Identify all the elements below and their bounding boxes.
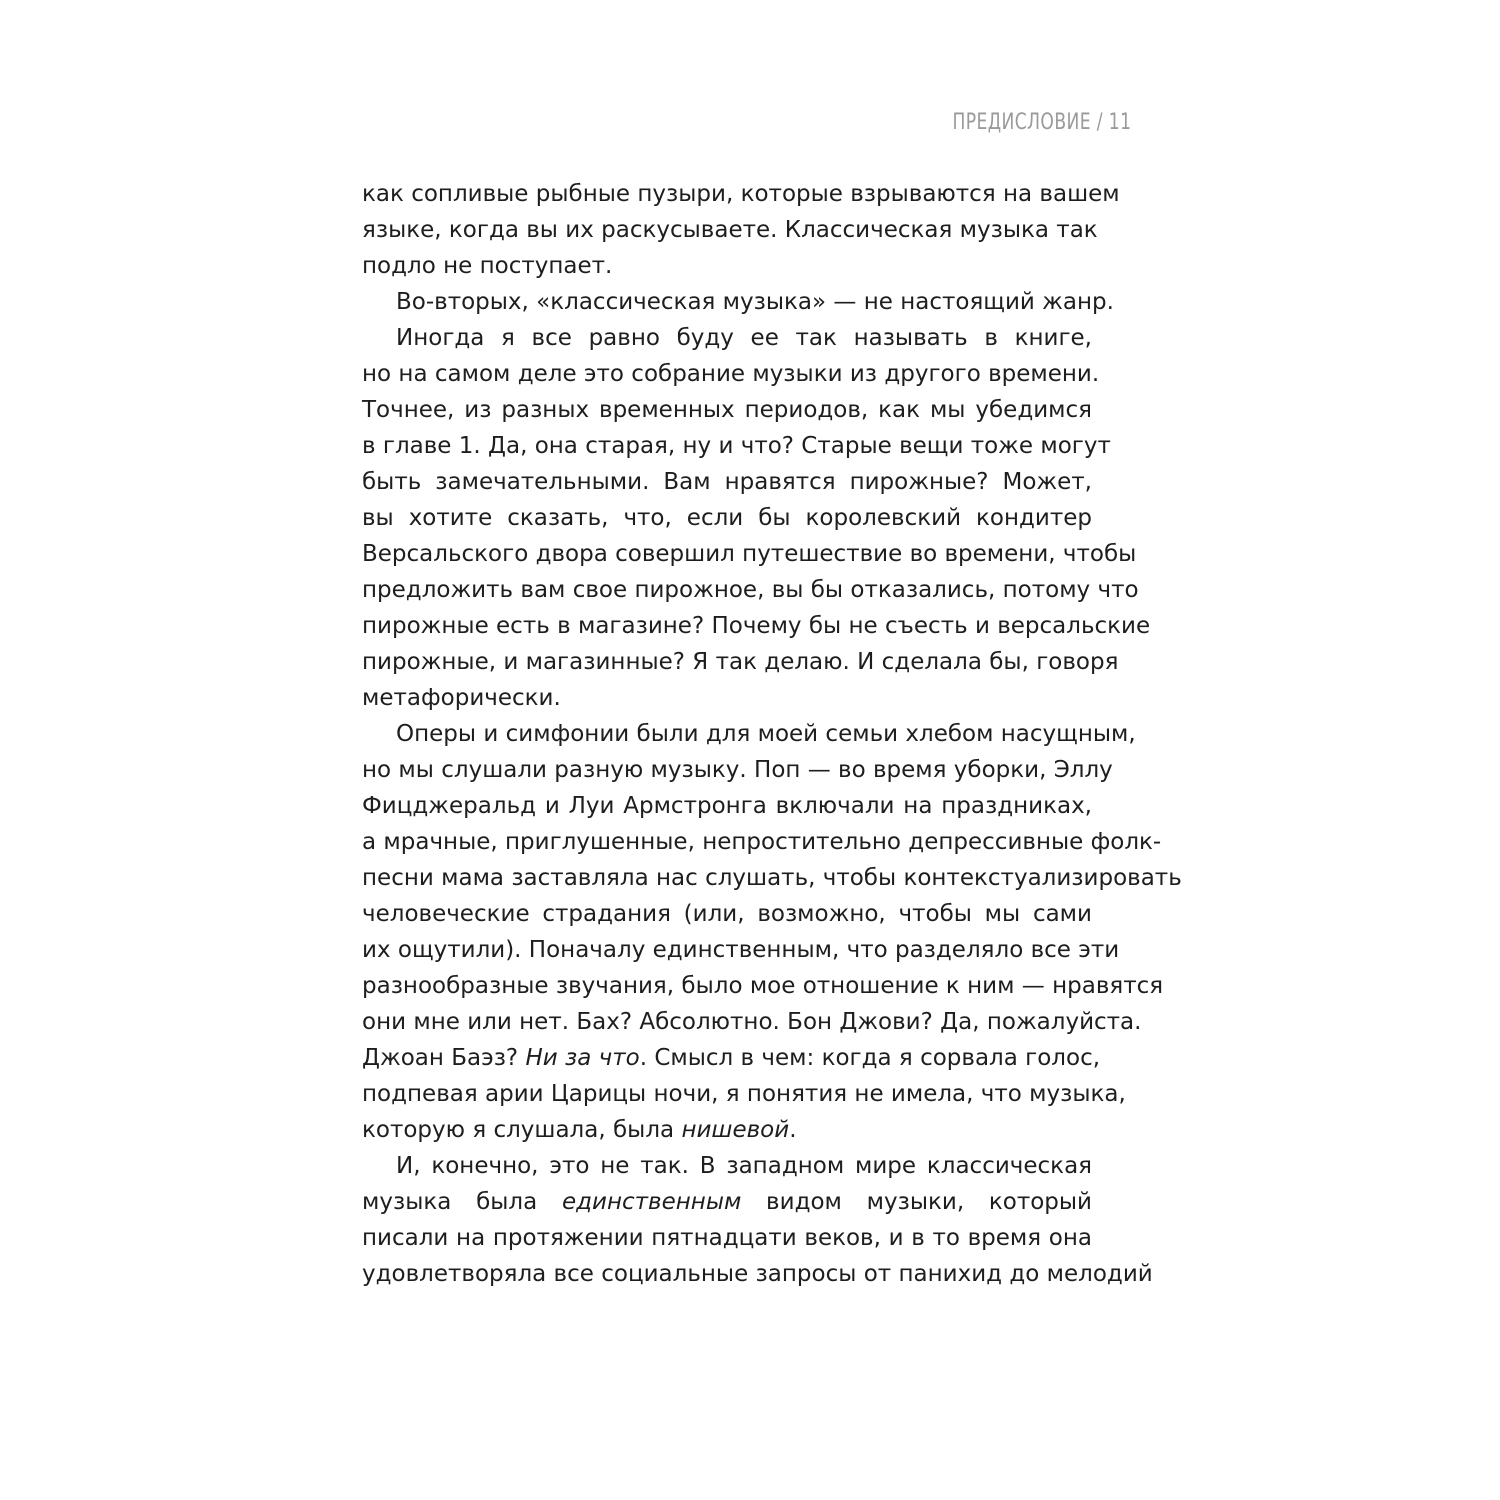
text-run: а мрачные, приглушенные, непростительно депрессивные фолк- — [362, 829, 1162, 855]
emphasized-text: единственным — [561, 1189, 742, 1215]
text-run: как сопливые рыбные пузыри, которые взрываются на вашем — [362, 181, 1120, 207]
text-line — [362, 1220, 1092, 1256]
text-run: которую я слушала, была — [362, 1117, 682, 1143]
text-line — [362, 896, 1092, 932]
text-line — [362, 212, 1098, 248]
text-run: видом музыки, который — [741, 1189, 1092, 1215]
text-line — [362, 464, 1092, 500]
text-run: Точнее, из разных временных периодов, как мы убедимся — [362, 397, 1092, 423]
text-run: человеческие страдания (или, возможно, чтобы мы сами — [362, 901, 1092, 927]
text-run: Версальского двора совершил путешествие во времени, чтобы — [362, 541, 1137, 567]
paragraph — [362, 716, 1182, 1148]
text-line — [362, 428, 1111, 464]
text-run: И, конечно, это не так. В западном мире классическая — [396, 1153, 1092, 1179]
running-head: ПРЕДИСЛОВИЕ / 11 — [952, 110, 1131, 135]
text-run: музыка была — [362, 1189, 562, 1215]
text-line — [362, 392, 1092, 428]
text-line — [362, 932, 1120, 968]
text-run: они мне или нет. Бах? Абсолютно. Бон Джови? Да, пожалуйста. — [362, 1009, 1142, 1035]
text-line — [362, 320, 1092, 356]
text-line — [362, 752, 1113, 788]
text-run: Фицджеральд и Луи Армстронга включали на праздниках, — [362, 793, 1092, 819]
text-line — [362, 824, 1162, 860]
text-line — [362, 248, 1092, 284]
text-line — [362, 644, 1119, 680]
text-run: . Смысл в чем: когда я сорвала голос, — [639, 1045, 1101, 1071]
text-run: пирожные, и магазинные? Я так делаю. И сделала бы, говоря — [362, 649, 1119, 675]
text-run: в главе 1. Да, она старая, ну и что? Старые вещи тоже могут — [362, 433, 1111, 459]
body-text — [362, 176, 1182, 1292]
text-line — [362, 1004, 1142, 1040]
text-run: удовлетворяла все социальные запросы от панихид до мелодий — [362, 1261, 1153, 1287]
text-run: подло не поступает. — [362, 253, 613, 279]
text-line — [362, 356, 1100, 392]
text-line — [362, 788, 1092, 824]
paragraph — [362, 320, 1151, 716]
text-run: Во-вторых, «классическая музыка» — не настоящий жанр. — [396, 289, 1114, 315]
text-run: подпевая арии Царицы ночи, я понятия не имела, что музыка, — [362, 1081, 1126, 1107]
text-run: быть замечательными. Вам нравятся пирожные? Может, — [362, 469, 1092, 495]
text-line — [362, 968, 1164, 1004]
text-run: Джоан Баэз? — [362, 1045, 526, 1071]
emphasized-text: Ни за что — [525, 1045, 640, 1071]
text-line — [362, 680, 1092, 716]
text-line — [362, 1040, 1101, 1076]
text-line — [362, 1256, 1153, 1292]
text-run: . — [789, 1117, 797, 1143]
text-line — [362, 860, 1182, 896]
text-line — [362, 1112, 1092, 1148]
emphasized-text: нишевой — [681, 1117, 790, 1143]
text-line — [362, 716, 1136, 752]
text-run: песни мама заставляла нас слушать, чтобы контекстуализировать — [362, 865, 1182, 891]
text-run: предложить вам свое пирожное, вы бы отказались, потому что — [362, 577, 1139, 603]
text-run: Оперы и симфонии были для моей семьи хлебом насущным, — [396, 721, 1136, 747]
text-line — [362, 572, 1139, 608]
text-line — [362, 500, 1092, 536]
text-run: языке, когда вы их раскусываете. Классическая музыка так — [362, 217, 1098, 243]
text-run: их ощутили). Поначалу единственным, что разделяло все эти — [362, 937, 1120, 963]
text-run: разнообразные звучания, было мое отношение к ним — нравятся — [362, 973, 1164, 999]
text-run: писали на протяжении пятнадцати веков, и в то время она — [362, 1225, 1092, 1251]
paragraph — [362, 1148, 1153, 1292]
text-line — [362, 608, 1151, 644]
text-line — [362, 1076, 1126, 1112]
paragraph — [362, 176, 1120, 284]
text-line — [362, 536, 1137, 572]
text-run: но мы слушали разную музыку. Поп — во время уборки, Эллу — [362, 757, 1113, 783]
paragraph — [362, 284, 1114, 320]
text-run: вы хотите сказать, что, если бы королевский кондитер — [362, 505, 1092, 531]
text-line — [362, 1184, 1092, 1220]
text-run: Иногда я все равно буду ее так называть в книге, — [396, 325, 1092, 351]
text-line — [362, 1148, 1092, 1184]
text-line — [362, 284, 1114, 320]
text-run: пирожные есть в магазине? Почему бы не съесть и версальские — [362, 613, 1151, 639]
text-run: метафорически. — [362, 685, 561, 711]
text-line — [362, 176, 1120, 212]
text-run: но на самом деле это собрание музыки из другого времени. — [362, 361, 1100, 387]
